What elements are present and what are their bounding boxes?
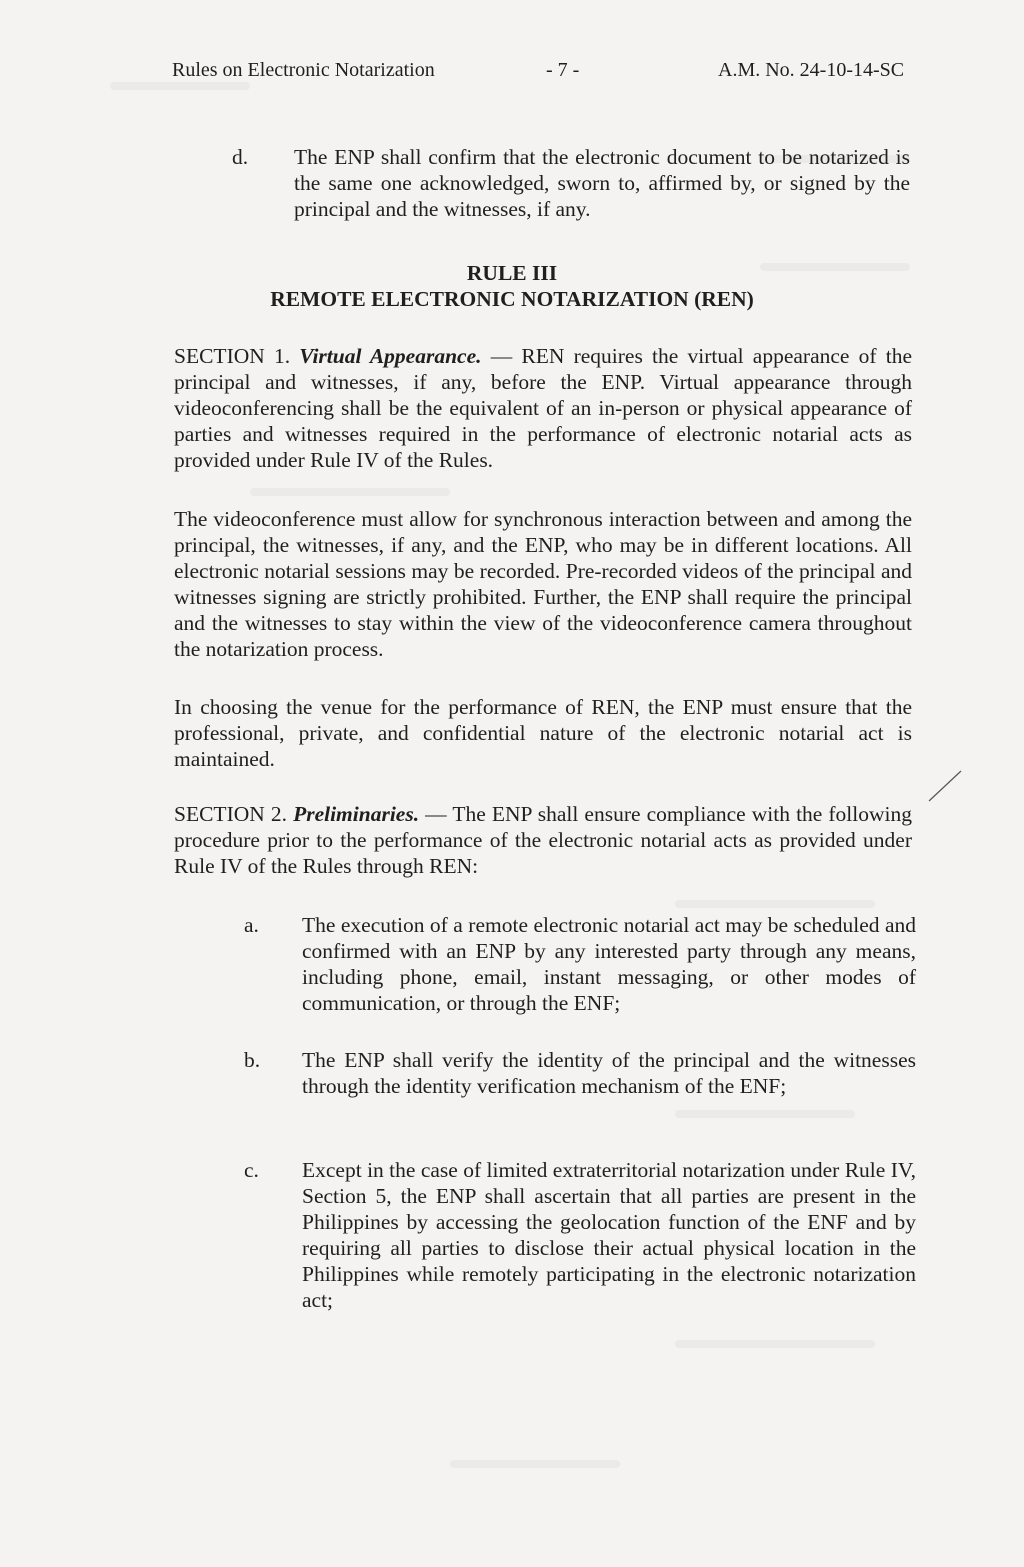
bleed-through-mark bbox=[250, 488, 450, 496]
bleed-through-mark bbox=[675, 1340, 875, 1348]
section-text: REN requires the virtual appearance of the principal and witnesses, if any, before the ENP. Virtual appearance through videoconferencing shall be the equivalent of an in-person or physical appearance of parties and witnesses required in the performance of electronic notarial acts as provided under Rule IV of the Rules. bbox=[174, 344, 913, 472]
section-1-paragraph-2: The videoconference must allow for synchronous interaction between and among the principal, the witnesses, if any, and the ENP, who may be in different locations. All electronic notarial sessions may be recorded. Pre-recorded videos of the principal and witnesses signing are strictly prohibited. Further, the ENP shall require the principal and the witnesses to stay within the view of the videoconference camera throughout the notarization process. bbox=[174, 507, 912, 661]
bleed-through-mark bbox=[450, 1460, 620, 1468]
section-2-paragraph: SECTION 2. Preliminaries. — The ENP shall ensure compliance with the following procedure prior to the performance of the electronic notarial acts as provided under Rule IV of the Rules through REN: bbox=[174, 802, 913, 878]
rule-number: RULE III bbox=[466, 261, 558, 285]
list-item-text: The execution of a remote electronic notarial act may be scheduled and confirmed with an ENP by any interested party through any means, including phone, email, instant messaging, or other modes of communication, or through the ENF; bbox=[302, 913, 916, 1015]
running-header-title: Rules on Electronic Notarization bbox=[172, 59, 435, 81]
list-item-label: d. bbox=[232, 145, 249, 169]
section-label: SECTION 1. bbox=[174, 344, 291, 368]
bleed-through-mark bbox=[675, 900, 875, 908]
section-1-paragraph: SECTION 1. Virtual Appearance. — REN requires the virtual appearance of the principal and witnesses, if any, before the ENP. Virtual appearance through videoconferencing shall be the equivalent of an in-person or physical appearance of parties and witnesses required in the performance of electronic notarial acts as provided under Rule IV of the Rules. bbox=[174, 344, 913, 472]
pen-mark bbox=[925, 765, 965, 805]
list-item-text: Except in the case of limited extraterritorial notarization under Rule IV, Section 5, the ENP shall ascertain that all parties are present in the Philippines by accessing the geolocation function of the ENF and by requiring all parties to disclose their actual physical location in the Philippines while remotely participating in the electronic notarization act; bbox=[302, 1158, 916, 1312]
page-number: - 7 - bbox=[546, 59, 580, 81]
list-item-label: b. bbox=[244, 1048, 261, 1072]
section-text: The ENP shall ensure compliance with the following procedure prior to the performance of the electronic notarial acts as provided under Rule IV of the Rules through REN: bbox=[174, 802, 913, 878]
section-label: SECTION 2. bbox=[174, 802, 287, 826]
list-item-text: The ENP shall verify the identity of the principal and the witnesses through the identity verification mechanism of the ENF; bbox=[302, 1048, 916, 1098]
section-1-paragraph-3: In choosing the venue for the performance of REN, the ENP must ensure that the professional, private, and confidential nature of the electronic notarial act is maintained. bbox=[174, 695, 912, 771]
list-item-label: a. bbox=[244, 913, 259, 937]
case-number: A.M. No. 24-10-14-SC bbox=[718, 59, 905, 81]
bleed-through-mark bbox=[110, 82, 250, 90]
rule-title: REMOTE ELECTRONIC NOTARIZATION (REN) bbox=[270, 287, 754, 311]
section-heading: Preliminaries. bbox=[293, 802, 420, 826]
section-heading: Virtual Appearance. bbox=[299, 344, 482, 368]
bleed-through-mark bbox=[675, 1110, 855, 1118]
list-item-label: c. bbox=[244, 1158, 259, 1182]
list-item-text: The ENP shall confirm that the electronic document to be notarized is the same one acknowledged, sworn to, affirmed by, or signed by the principal and the witnesses, if any. bbox=[294, 145, 910, 221]
